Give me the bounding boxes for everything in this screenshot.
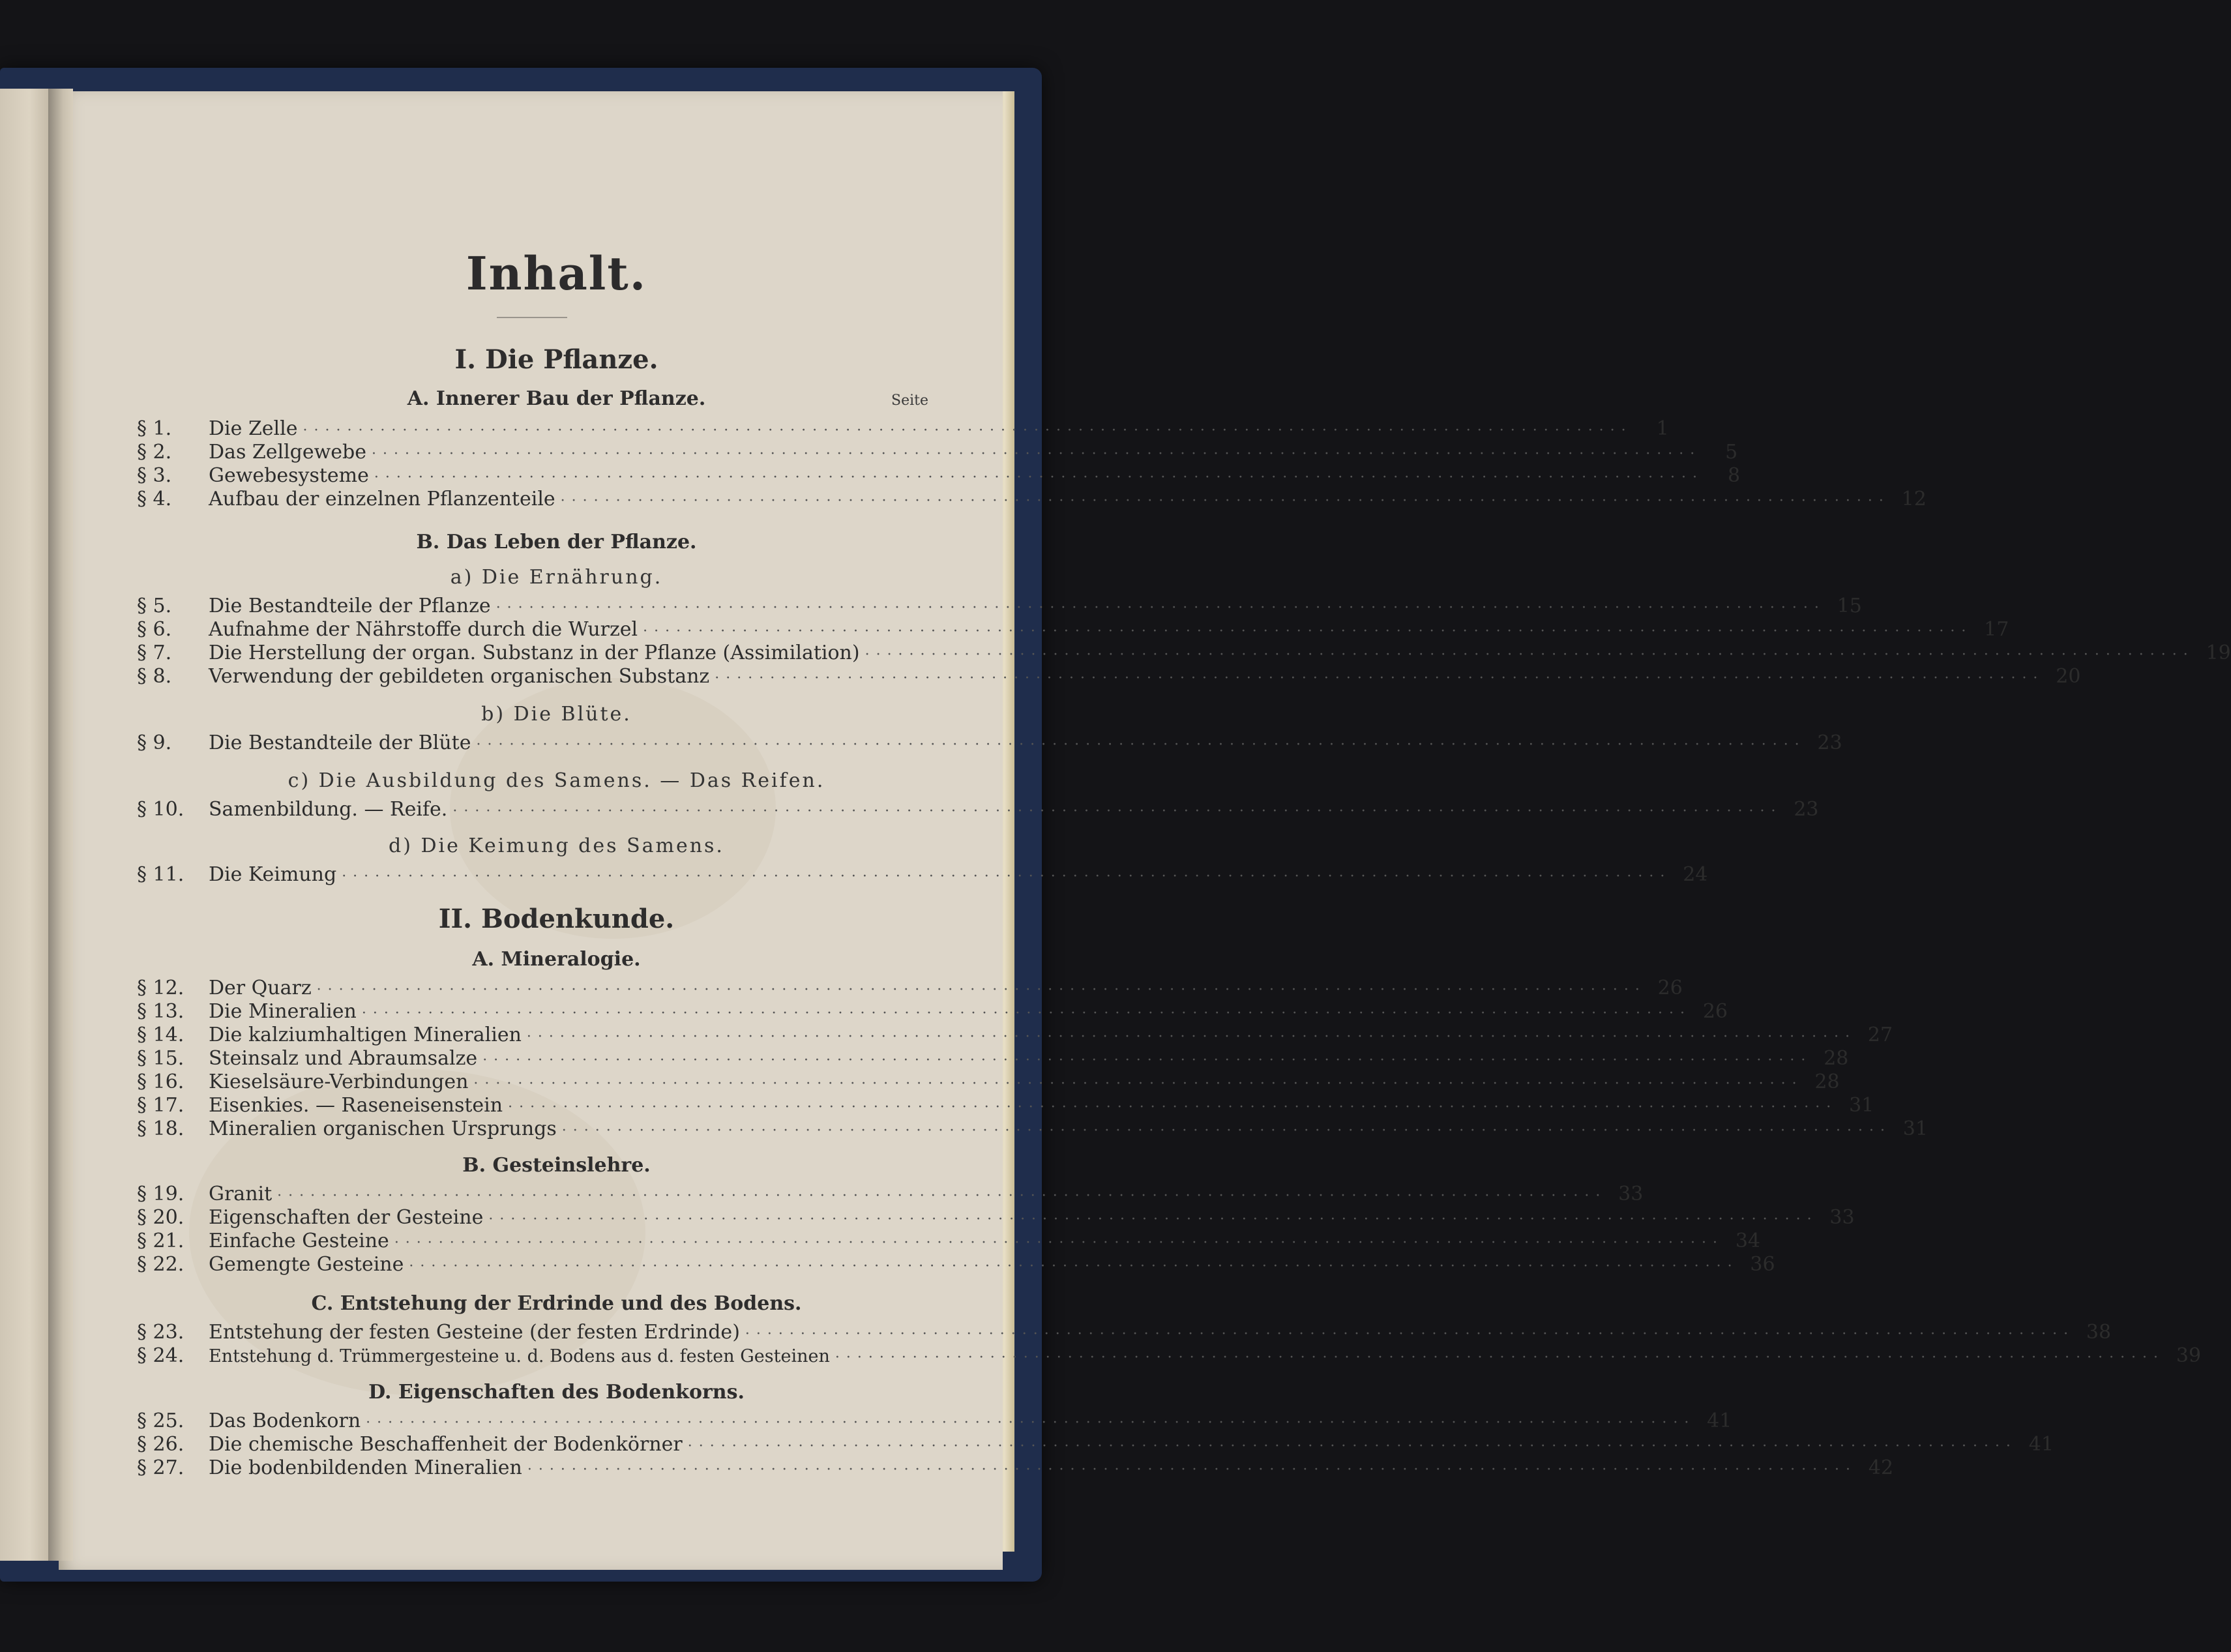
paragraph-number: § 6. — [137, 618, 172, 641]
page-number: 20 — [2056, 665, 2081, 688]
entry-title: Gewebesysteme — [209, 464, 369, 487]
page-column-label: Seite — [891, 392, 928, 409]
entry-title: Eigenschaften der Gesteine — [209, 1206, 484, 1229]
paragraph-number: § 27. — [137, 1456, 185, 1479]
toc-entry — [137, 1433, 2054, 1456]
leader-dots: ························································································································ — [342, 868, 1672, 885]
paragraph-number: § 4. — [137, 488, 172, 510]
page-number: 41 — [2028, 1433, 2054, 1456]
page-number: 26 — [1702, 1000, 1728, 1023]
paragraph-number: § 23. — [137, 1321, 185, 1344]
book-gutter — [48, 89, 73, 1561]
page-number: 38 — [2086, 1321, 2112, 1344]
toc-entry — [137, 1117, 1928, 1141]
entry-title: Gemengte Gesteine — [209, 1253, 404, 1276]
toc-entry — [137, 798, 1819, 821]
entry-title: Die Bestandteile der Pflanze — [209, 595, 491, 617]
leader-dots: ························································································································ — [643, 623, 1973, 640]
leader-dots: ························································································································ — [526, 1029, 1857, 1045]
paragraph-number: § 24. — [137, 1344, 185, 1367]
paragraph-number: § 21. — [137, 1230, 185, 1252]
toc-entry — [137, 642, 2231, 665]
toc-entry — [137, 441, 1738, 464]
page-number: 41 — [1707, 1409, 1732, 1432]
page-number: 12 — [1901, 488, 1927, 510]
toc-entry — [137, 1094, 1874, 1117]
leader-dots: ························································································································ — [715, 670, 2045, 686]
page-number: 19 — [2206, 642, 2231, 664]
page-number: 31 — [1849, 1094, 1874, 1117]
entry-title: Die bodenbildenden Mineralien — [209, 1456, 522, 1479]
paragraph-number: § 9. — [137, 731, 172, 754]
entry-title: Aufbau der einzelnen Pflanzenteile — [209, 488, 555, 510]
toc-entry — [137, 1070, 1840, 1094]
section-heading: B. Das Leben der Pflanze. — [416, 531, 697, 553]
leader-dots: ························································································································ — [374, 469, 1704, 486]
toc-entry — [137, 1253, 1775, 1276]
entry-title: Einfache Gesteine — [209, 1230, 389, 1252]
subsection-heading: a) Die Ernährung. — [450, 566, 663, 589]
entry-title: Entstehung der festen Gesteine (der festen Erdrinde) — [209, 1321, 740, 1344]
page-number: 24 — [1683, 863, 1708, 886]
paragraph-number: § 7. — [137, 642, 172, 664]
leader-dots: ························································································································ — [452, 803, 1782, 819]
page-number: 36 — [1750, 1253, 1775, 1276]
toc-entry — [137, 417, 1669, 441]
toc-entry — [137, 1409, 1732, 1433]
left-page-edge — [0, 89, 53, 1561]
paragraph-number: § 8. — [137, 665, 172, 688]
paragraph-number: § 25. — [137, 1409, 185, 1432]
entry-title: Die Zelle — [209, 417, 298, 440]
leader-dots: ························································································································ — [527, 1462, 1857, 1478]
subsection-heading: d) Die Keimung des Samens. — [389, 834, 724, 857]
toc-entry — [137, 1000, 1728, 1024]
page-number: 42 — [1868, 1456, 1894, 1479]
paragraph-number: § 18. — [137, 1117, 185, 1140]
page-number: 23 — [1794, 798, 1819, 821]
paragraph-number: § 14. — [137, 1024, 185, 1046]
entry-title: Die Mineralien — [209, 1000, 357, 1023]
page-number: 8 — [1727, 464, 1741, 487]
paragraph-number: § 3. — [137, 464, 172, 487]
toc-entry — [137, 665, 2081, 688]
toc-entry — [137, 977, 1683, 1000]
leader-dots: ························································································································ — [476, 737, 1806, 753]
leader-dots: ························································································································ — [482, 1052, 1812, 1069]
toc-entry — [137, 1206, 1855, 1230]
entry-title: Entstehung d. Trümmergesteine u. d. Bodens aus d. festen Gesteinen — [209, 1346, 830, 1366]
page-number: 5 — [1725, 441, 1738, 464]
page-number: 39 — [2176, 1344, 2202, 1367]
leader-dots: ························································································································ — [394, 1235, 1724, 1251]
leader-dots: ························································································································ — [745, 1326, 2075, 1342]
paragraph-number: § 15. — [137, 1047, 185, 1070]
subsection-heading: b) Die Blüte. — [481, 703, 632, 726]
paragraph-number: § 5. — [137, 595, 172, 617]
toc-entry — [137, 1344, 2202, 1368]
section-heading: B. Gesteinslehre. — [462, 1154, 651, 1177]
entry-title: Die Herstellung der organ. Substanz in der Pflanze (Assimilation) — [209, 642, 860, 664]
paragraph-number: § 2. — [137, 441, 172, 464]
paragraph-number: § 26. — [137, 1433, 185, 1456]
paragraph-number: § 20. — [137, 1206, 185, 1229]
leader-dots: ························································································································ — [488, 1211, 1818, 1228]
entry-title: Steinsalz und Abraumsalze — [209, 1047, 478, 1070]
entry-title: Granit — [209, 1183, 273, 1205]
paragraph-number: § 12. — [137, 977, 185, 999]
leader-dots: ························································································································ — [316, 982, 1646, 998]
leader-dots: ························································································································ — [561, 1123, 1891, 1139]
entry-title: Die Bestandteile der Blüte — [209, 731, 471, 754]
toc-entry — [137, 1456, 1894, 1480]
leader-dots: ························································································································ — [303, 422, 1633, 439]
page-number: 28 — [1814, 1070, 1840, 1093]
page-number: 33 — [1618, 1183, 1644, 1205]
entry-title: Verwendung der gebildeten organischen Substanz — [209, 665, 710, 688]
entry-title: Die chemische Beschaffenheit der Bodenkörner — [209, 1433, 683, 1456]
toc-entry — [137, 731, 1842, 755]
paragraph-number: § 19. — [137, 1183, 185, 1205]
toc-entry — [137, 1321, 2112, 1344]
toc-entry — [137, 464, 1741, 488]
leader-dots: ························································································································ — [687, 1438, 2017, 1454]
page-number: 23 — [1817, 731, 1842, 754]
toc-entry — [137, 488, 1927, 511]
leader-dots: ························································································································ — [508, 1099, 1838, 1115]
leader-dots: ························································································································ — [361, 1005, 1692, 1022]
paragraph-number: § 17. — [137, 1094, 185, 1117]
paragraph-number: § 22. — [137, 1253, 185, 1276]
page-number: 33 — [1829, 1206, 1855, 1229]
paragraph-number: § 10. — [137, 798, 185, 821]
paragraph-number: § 11. — [137, 863, 185, 886]
entry-title: Das Zellgewebe — [209, 441, 367, 464]
toc-entry — [137, 1183, 1644, 1206]
leader-dots: ························································································································ — [409, 1258, 1739, 1275]
paragraph-number: § 1. — [137, 417, 172, 440]
leader-dots: ························································································································ — [835, 1350, 2165, 1366]
entry-title: Eisenkies. — Raseneisenstein — [209, 1094, 503, 1117]
entry-title: Die kalziumhaltigen Mineralien — [209, 1024, 522, 1046]
leader-dots: ························································································································ — [277, 1188, 1607, 1204]
leader-dots: ························································································································ — [495, 600, 1825, 616]
part-heading: I. Die Pflanze. — [454, 344, 658, 375]
entry-title: Die Keimung — [209, 863, 337, 886]
leader-dots: ························································································································ — [473, 1076, 1803, 1092]
toc-entry — [137, 1230, 1760, 1253]
entry-title: Das Bodenkorn — [209, 1409, 361, 1432]
page-number: 34 — [1735, 1230, 1760, 1252]
entry-title: Mineralien organischen Ursprungs — [209, 1117, 557, 1140]
section-heading: C. Entstehung der Erdrinde und des Bodens. — [311, 1292, 802, 1315]
section-heading: A. Mineralogie. — [472, 948, 641, 971]
entry-title: Aufnahme der Nährstoffe durch die Wurzel — [209, 618, 638, 641]
leader-dots: ························································································································ — [864, 647, 2194, 663]
entry-title: Kieselsäure-Verbindungen — [209, 1070, 469, 1093]
toc-entry — [137, 618, 2009, 642]
entry-title: Samenbildung. — Reife. — [209, 798, 448, 821]
section-heading: A. Innerer Bau der Pflanze. — [407, 387, 706, 410]
leader-dots: ························································································································ — [366, 1415, 1696, 1431]
page-number: 15 — [1837, 595, 1862, 617]
subsection-heading: c) Die Ausbildung des Samens. — Das Reifen. — [288, 769, 825, 792]
part-heading: II. Bodenkunde. — [438, 904, 675, 934]
toc-entry — [137, 1047, 1849, 1070]
entry-title: Der Quarz — [209, 977, 312, 999]
leader-dots: ························································································································ — [560, 493, 1890, 509]
toc-entry — [137, 863, 1708, 887]
paragraph-number: § 13. — [137, 1000, 185, 1023]
leader-dots: ························································································································ — [372, 446, 1702, 462]
title-rule — [497, 317, 567, 318]
page-number: 26 — [1657, 977, 1683, 999]
page-number: 27 — [1867, 1024, 1893, 1046]
page-number: 31 — [1902, 1117, 1928, 1140]
paragraph-number: § 16. — [137, 1070, 185, 1093]
section-heading: D. Eigenschaften des Bodenkorns. — [368, 1381, 745, 1404]
page-number: 1 — [1656, 417, 1669, 440]
page-title: Inhalt. — [465, 246, 647, 301]
toc-entry — [137, 595, 1862, 618]
toc-entry — [137, 1024, 1893, 1047]
page-number: 28 — [1824, 1047, 1849, 1070]
page-number: 17 — [1984, 618, 2009, 641]
